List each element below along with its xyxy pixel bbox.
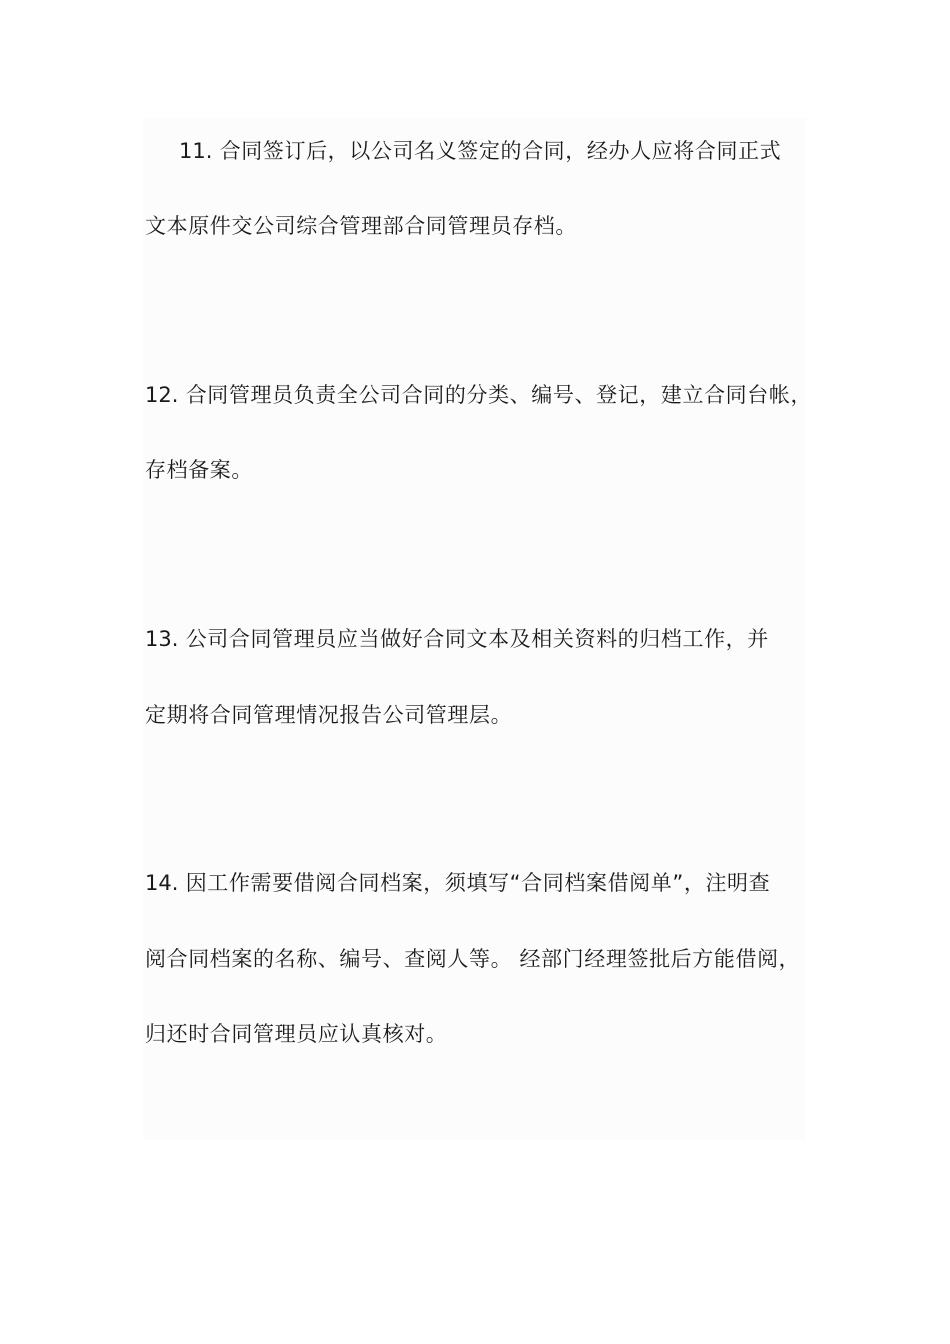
- paragraph-text: 归还时合同管理员应认真核对。: [145, 1022, 448, 1046]
- paragraph-14-line-3: [145, 1019, 810, 1049]
- paragraph-text: 阅合同档案的名称、编号、查阅人等。 经部门经理签批后方能借阅，: [145, 947, 801, 971]
- paragraph-text: 合同签订后，以公司名义签定的合同，经办人应将合同正式: [219, 139, 782, 163]
- paragraph-text: 存档备案。: [145, 458, 253, 482]
- paragraph-11-line-1: [145, 136, 844, 166]
- paragraph-14-line-1: [145, 868, 810, 898]
- paragraph-14-line-2: [145, 944, 810, 974]
- paragraph-text: 因工作需要借阅合同档案，须填写“合同档案借阅单”，注明查: [185, 871, 771, 895]
- paragraph-text: 合同管理员负责全公司合同的分类、编号、登记，建立合同台帐，: [185, 383, 813, 407]
- paragraph-12-line-1: [145, 380, 813, 410]
- paragraph-13-line-2: [145, 700, 810, 730]
- paragraph-number: 13.: [145, 627, 179, 651]
- paragraph-11-line-2: [145, 211, 810, 241]
- paragraph-text: 文本原件交公司综合管理部合同管理员存档。: [145, 214, 577, 238]
- paragraph-13-line-1: [145, 624, 810, 654]
- paragraph-number: 12.: [145, 383, 179, 407]
- paragraph-12-line-2: [145, 455, 810, 485]
- paragraph-number: 14.: [145, 871, 179, 895]
- paragraph-number: 11.: [179, 139, 213, 163]
- paragraph-text: 公司合同管理员应当做好合同文本及相关资料的归档工作，并: [185, 627, 769, 651]
- paragraph-text: 定期将合同管理情况报告公司管理层。: [145, 703, 513, 727]
